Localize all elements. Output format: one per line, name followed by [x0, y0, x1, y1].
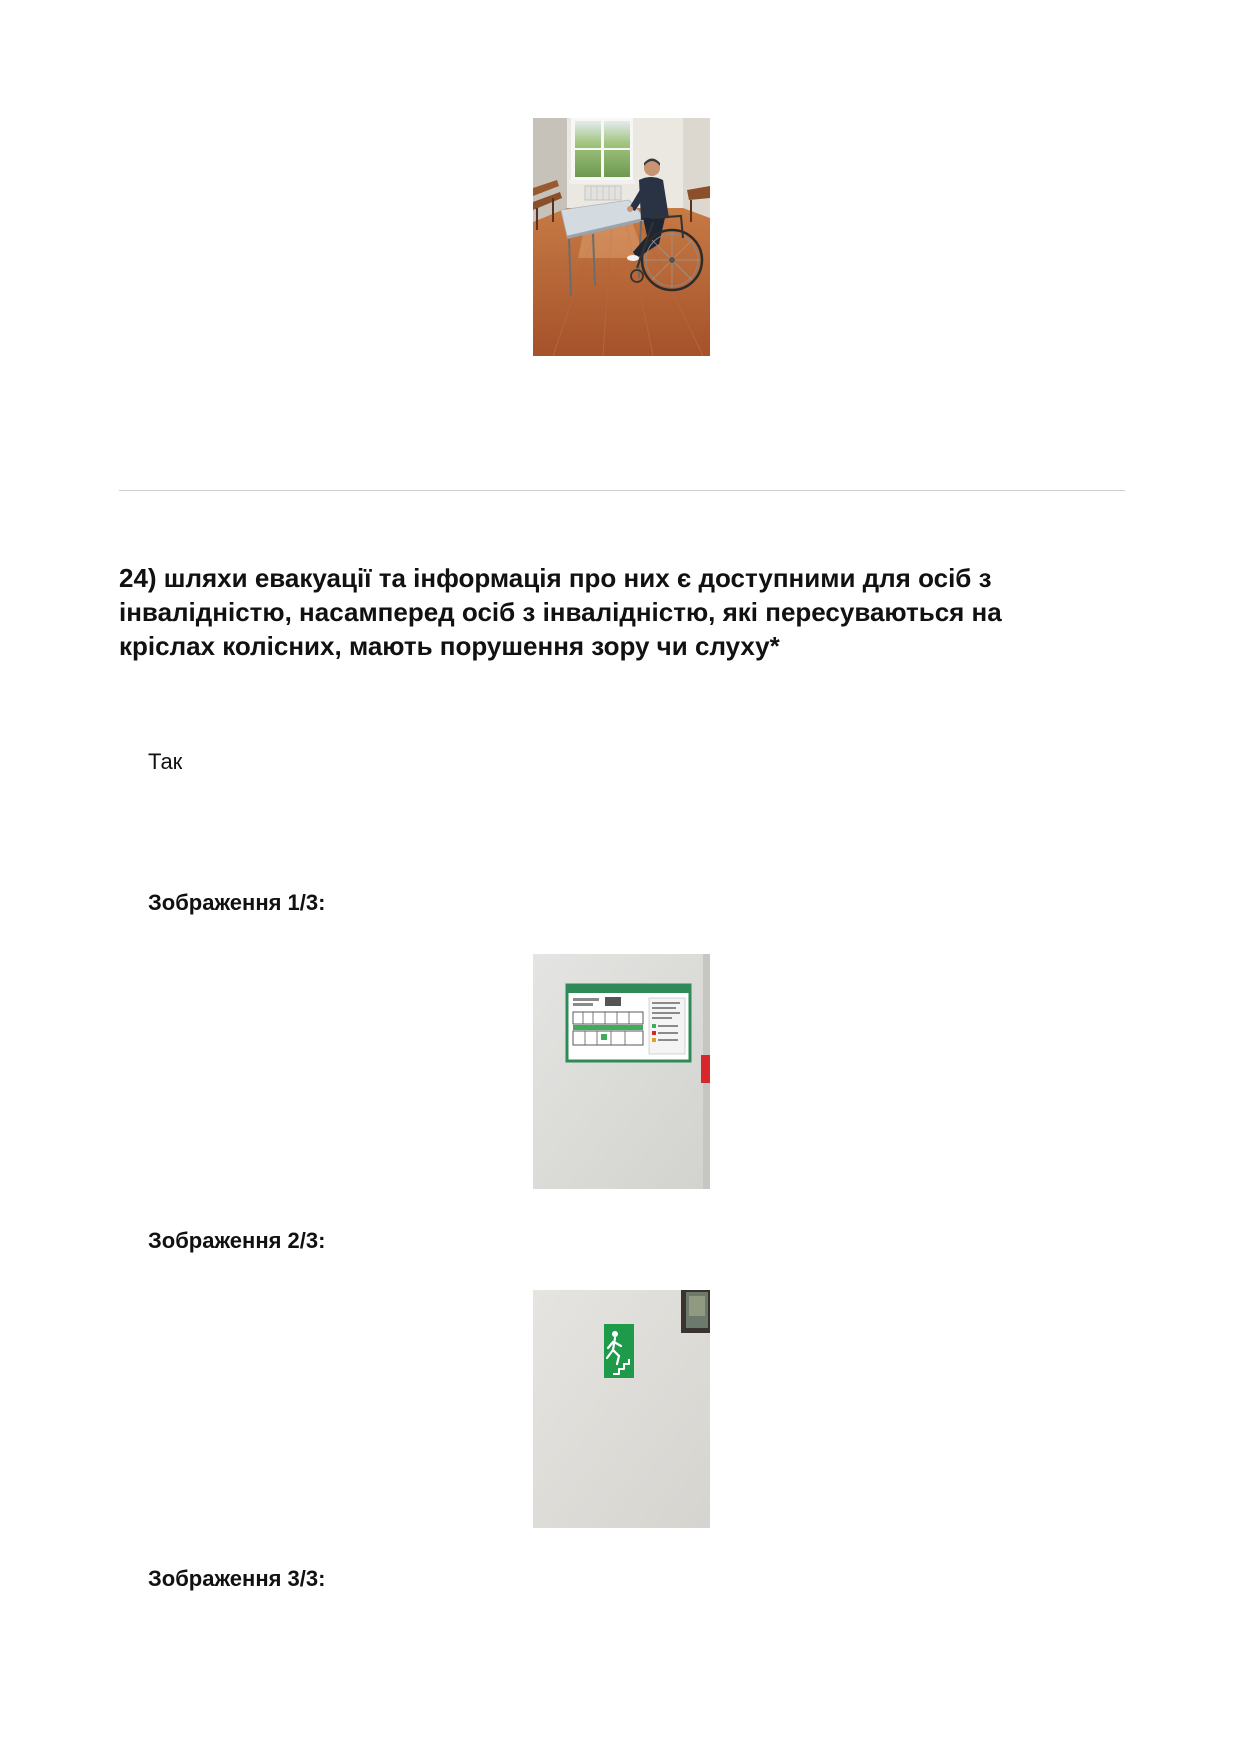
picture-frame [681, 1290, 710, 1333]
answer-value: Так [148, 749, 183, 774]
photo-evacuation-plan [533, 954, 710, 1189]
photo-wheelchair-room-svg [533, 118, 710, 356]
question-title-line: кріслах колісних, мають порушення зору чи слуху* [119, 631, 780, 661]
image-caption-1: Зображення 1/3: [148, 890, 326, 915]
question-title [119, 561, 1125, 663]
right-wall [683, 118, 710, 218]
radiator [585, 186, 621, 200]
photo-evacuation-plan-svg [533, 954, 710, 1189]
emergency-exit-sign-icon [604, 1324, 634, 1378]
question-title-line: 24) шляхи евакуації та інформація про них є доступними для осіб з [119, 563, 992, 593]
image-caption-2: Зображення 2/3: [148, 1228, 326, 1253]
plan-legend [649, 998, 685, 1054]
evacuation-plan-poster [567, 985, 690, 1061]
image-caption-3: Зображення 3/3: [148, 1566, 326, 1591]
section-divider [119, 490, 1125, 491]
photo-exit-sign-svg [533, 1290, 710, 1528]
question-title-line: інвалідністю, насамперед осіб з інвалідністю, які пересуваються на [119, 597, 1002, 627]
fire-alarm-box [701, 1055, 710, 1083]
photo-exit-sign [533, 1290, 710, 1528]
wooden-floor [533, 208, 710, 356]
window [569, 118, 635, 184]
floor-plan [573, 1012, 643, 1045]
photo-previous-question [533, 118, 710, 356]
